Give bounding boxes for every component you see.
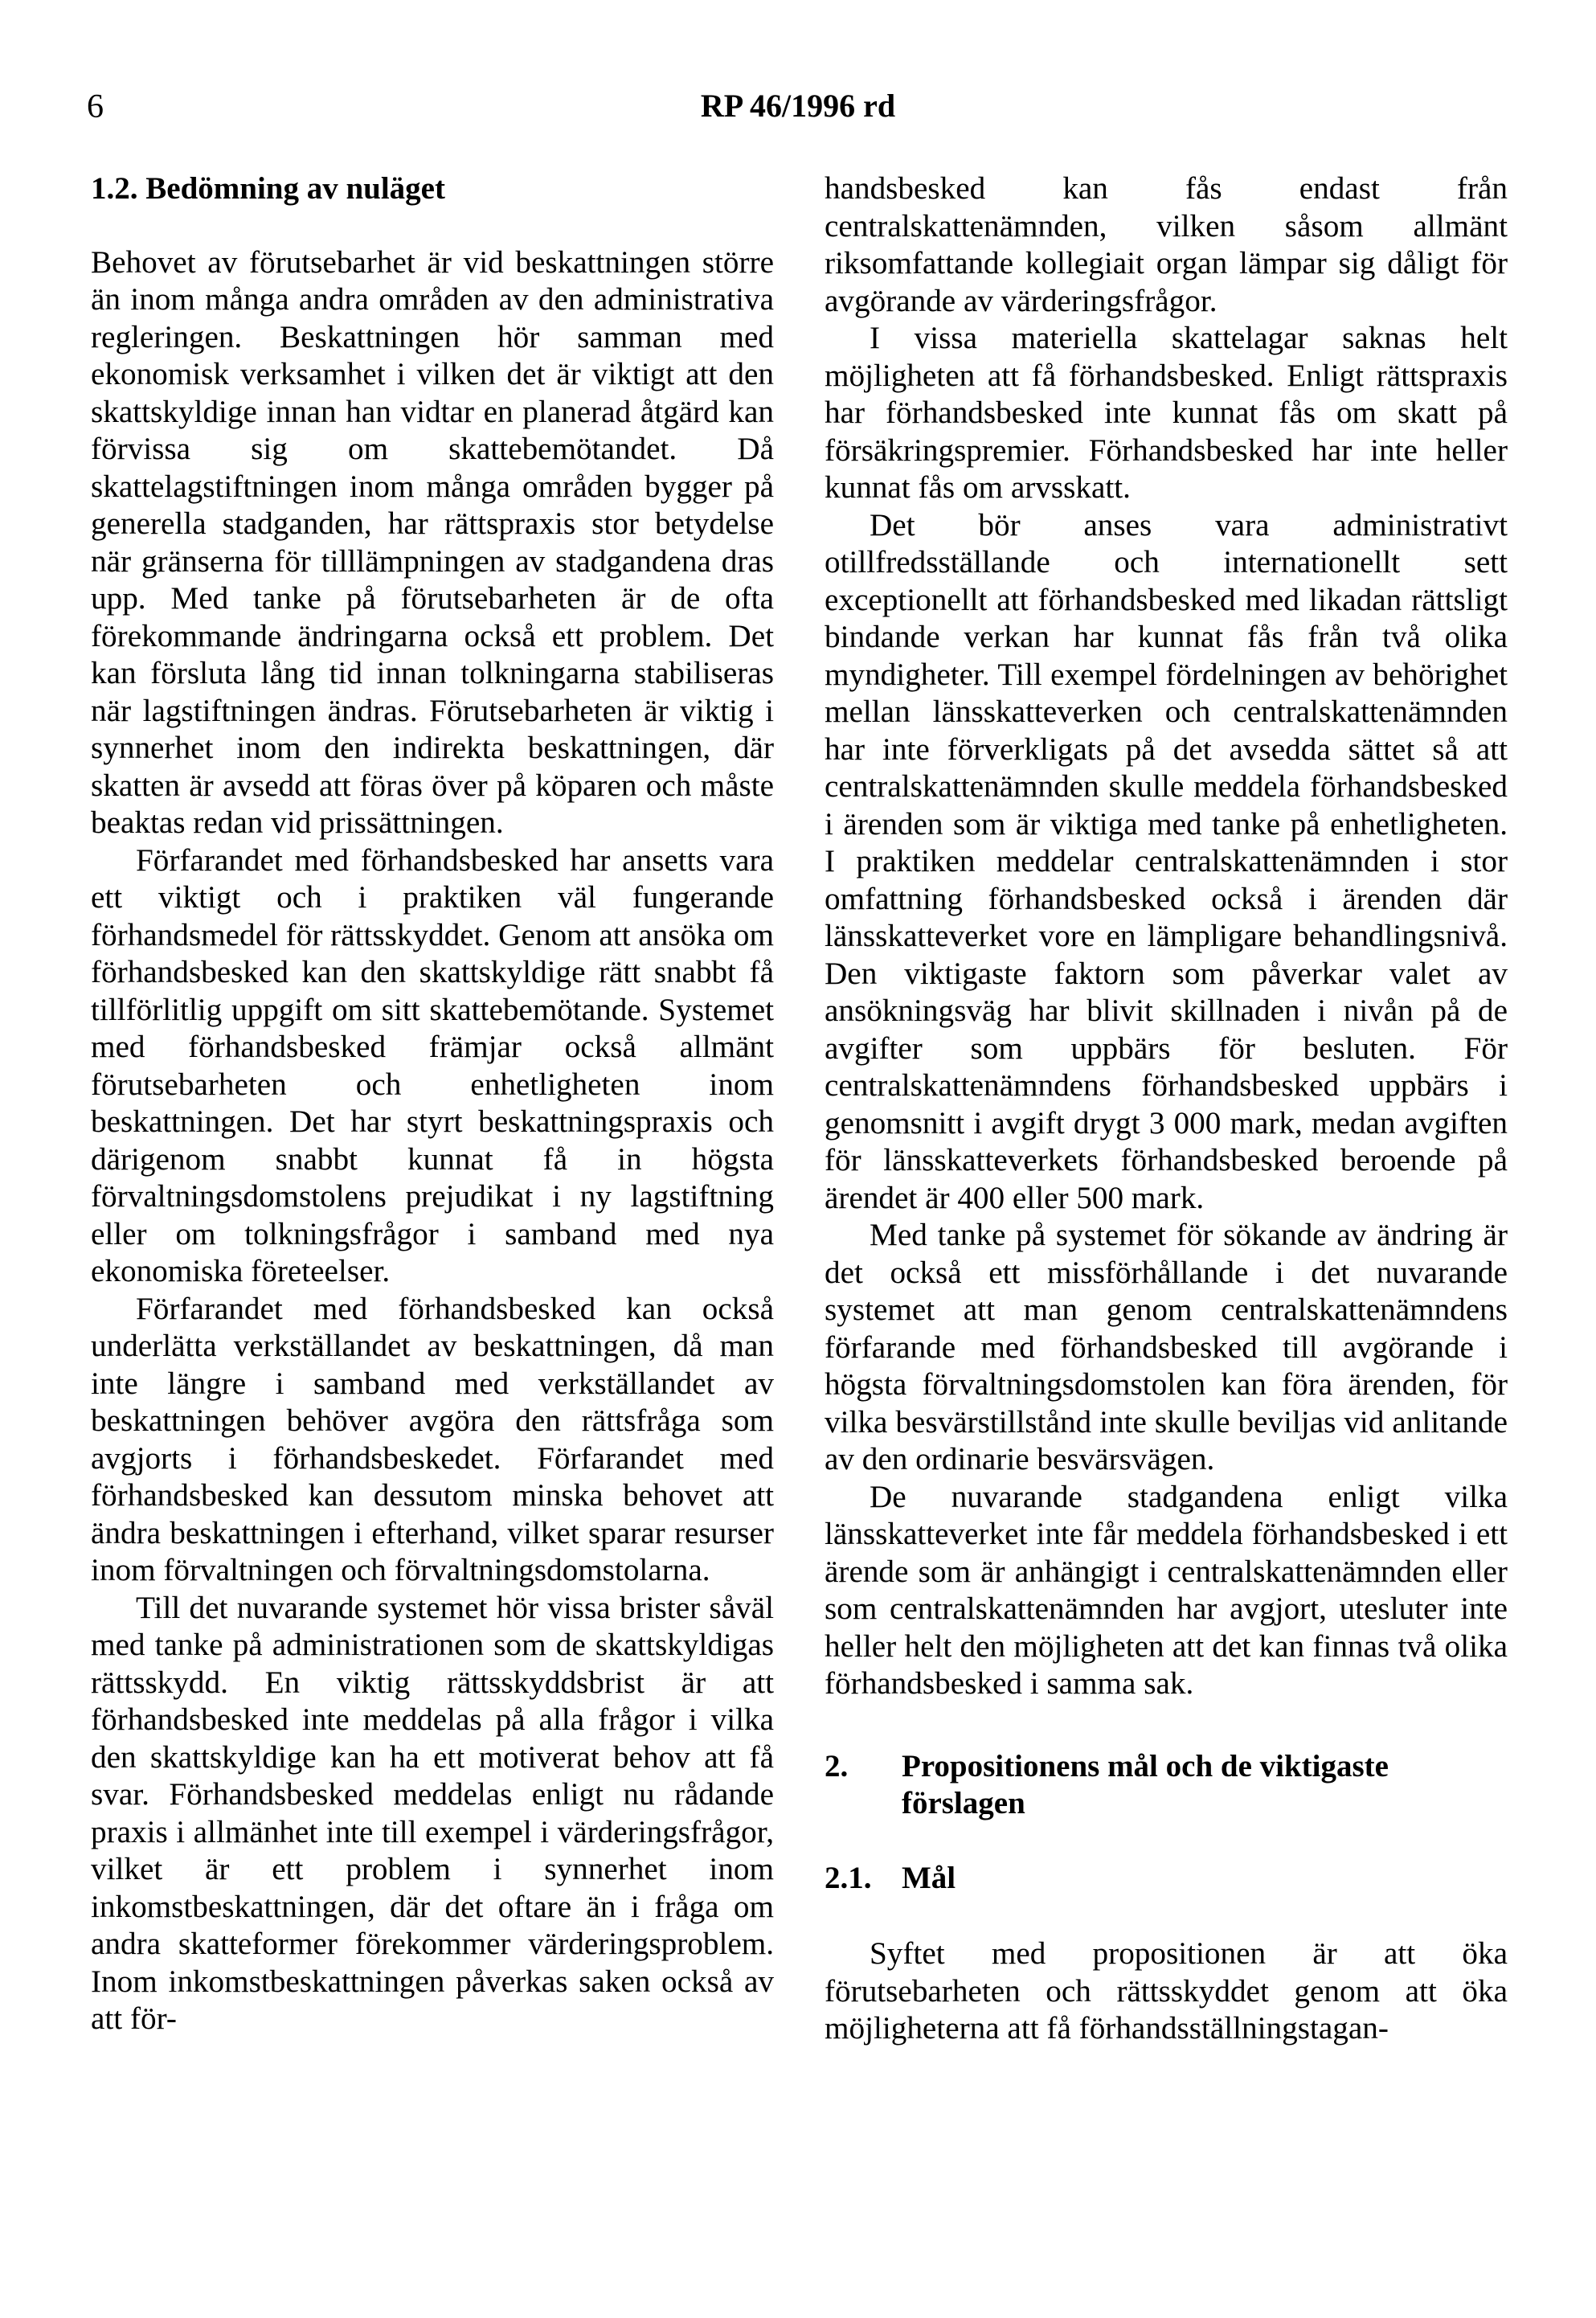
- paragraph: Det bör anses vara administrativt otillfredsställande och internationellt sett exceptionellt att förhandsbesked med likadan rättsligt bindande verkan har kunnat fås från två olika myndigheter. Till exempel fördelningen av behörighet mellan länsskatteverken och centralskattenämnden har inte förverkligats på det avsedda sättet så att centralskattenämnden skulle meddela förhandsbesked i ärenden som är viktiga med tanke på enhetligheten. I praktiken meddelar centralskattenämnden i stor omfattning förhandsbesked också i ärenden där länsskatteverket vore en lämpligare behandlingsnivå. Den viktigaste faktorn som påverkar valet av ansökningsväg har blivit skillnaden i nivån på de avgifter som uppbärs för besluten. För centralskattenämndens förhandsbesked uppbärs i genomsnitt i avgift drygt 3 000 mark, medan avgiften för länsskatteverkets förhandsbesked beroende på ärendet är 400 eller 500 mark.: [825, 507, 1508, 1215]
- paragraph: Syftet med propositionen är att öka förutsebarheten och rättsskyddet genom att öka möjligheterna att få förhandsställningstagan-: [825, 1936, 1508, 2046]
- section-heading-2: [825, 1748, 1508, 1823]
- paragraph: Förfarandet med förhandsbesked kan också underlätta verkställandet av beskattningen, då man inte längre i samband med verkställandet av beskattningen behöver avgöra den rättsfråga som avgjorts i förhandsbeskedet. Förfarandet med förhandsbesked kan dessutom minska behovet att ändra beskattningen i efterhand, vilket sparar resurser inom förvaltningen och förvaltningsdomstolarna.: [91, 1291, 774, 1587]
- paragraph: Till det nuvarande systemet hör vissa brister såväl med tanke på administrationen som de skattskyldigas rättsskydd. En viktig rättsskyddsbrist är att förhandsbesked inte meddelas på alla frågor i vilka den skattskyldige kan ha ett motiverat behov att få svar. Förhandsbesked meddelas enligt nu rådande praxis i allmänhet inte till exempel i värderingsfrågor, vilket är ett problem i synnerhet inom inkomstbeskattningen, där det oftare än i fråga om andra skatteformer förekommer värderingsproblem. Inom inkomstbeskattningen påverkas saken också av att för-: [91, 1590, 774, 2036]
- section-heading-1-2: 1.2. Bedömning av nuläget: [91, 171, 445, 206]
- paragraph: Med tanke på systemet för sökande av ändring är det också ett missförhållande i det nuvarande systemet att man genom centralskattenämndens förfarande med förhandsbesked till avgörande i högsta förvaltningsdomstolen kan föra ärenden, för vilka besvärstillstånd inte skulle beviljas vid anlitande av den ordinarie besvärsvägen.: [825, 1218, 1508, 1476]
- paragraph: Behovet av förutsebarhet är vid beskattningen större än inom många andra områden av den administrativa regleringen. Beskattningen hör samman med ekonomisk verksamhet i vilken det är viktigt att den skattskyldige innan han vidtar en planerad åtgärd kan förvissa sig om skattebemötandet. Då skattelagstiftningen inom många områden bygger på generella stadganden, har rättspraxis stor betydelse när gränserna för tilllämpningen av stadgandena dras upp. Med tanke på förutsebarheten är de ofta förekommande ändringarna också ett problem. Det kan försluta lång tid innan tolkningarna stabiliseras när lagstiftningen ändras. Förutsebarheten är viktig i synnerhet inom den indirekta beskattningen, där skatten är avsedd att föras över på köparen och måste beaktas redan vid prissättningen.: [91, 244, 774, 840]
- left-column: [91, 170, 774, 2038]
- right-column: [825, 170, 1508, 2048]
- paragraph: De nuvarande stadgandena enligt vilka länsskatteverket inte får meddela förhandsbesked i ett ärende som är anhängigt i centralskattenämnden eller som centralskattenämnden har avgjort, utesluter inte heller helt den möjligheten att det kan finnas två olika förhandsbesked i samma sak.: [825, 1479, 1508, 1701]
- page-number: 6: [87, 88, 104, 125]
- document-reference: RP 46/1996 rd: [700, 88, 896, 124]
- section-heading-2-1: [825, 1860, 1508, 1898]
- paragraph: I vissa materiella skattelagar saknas helt möjligheten att få förhandsbesked. Enligt rättspraxis har förhandsbesked inte kunnat fås om skatt på försäkringspremier. Förhandsbesked har inte heller kunnat fås om arvsskatt.: [825, 321, 1508, 505]
- section-title: Mål: [902, 1860, 956, 1895]
- paragraph: Förfarandet med förhandsbesked har ansetts vara ett viktigt och i praktiken väl fungerande förhandsmedel för rättsskyddet. Genom att ansöka om förhandsbesked kan den skattskyldige rätt snabbt få tillförlitlig uppgift om sitt skattebemötande. Systemet med förhandsbesked främjar också allmänt förutsebarheten och enhetligheten inom beskattningen. Det har styrt beskattningspraxis och därigenom snabbt kunnat få in högsta förvaltningsdomstolens prejudikat i ny lagstiftning eller om tolkningsfrågor i samband med nya ekonomiska företeelser.: [91, 842, 774, 1288]
- section-number: 2.1.: [825, 1860, 872, 1895]
- paragraph-continued: handsbesked kan fås endast från centralskattenämnden, vilken såsom allmänt riksomfattande kollegiait organ lämpar sig dåligt för avgörande av värderingsfrågor.: [825, 171, 1508, 318]
- section-number: 2.: [825, 1748, 849, 1784]
- section-title: Propositionens mål och de viktigaste förslagen: [902, 1748, 1389, 1820]
